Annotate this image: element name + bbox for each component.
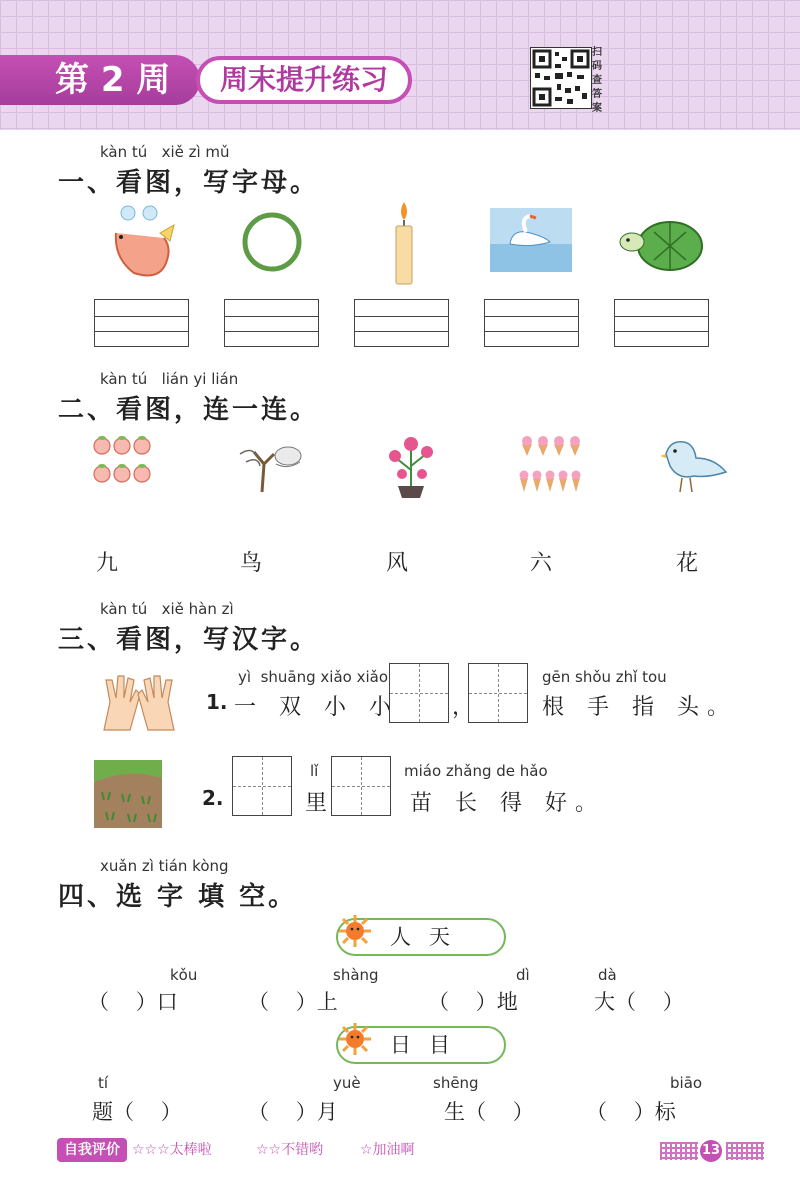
page-strip-decoration bbox=[726, 1142, 764, 1160]
char-write-grid[interactable] bbox=[331, 756, 391, 816]
hands-picture bbox=[96, 672, 182, 734]
item-number: 1. bbox=[206, 690, 228, 714]
fill-blank-item[interactable]: （ ）标 bbox=[586, 1100, 676, 1124]
field-picture bbox=[94, 760, 162, 828]
letter-write-box[interactable] bbox=[94, 299, 189, 347]
fill-pinyin: dì bbox=[516, 966, 530, 984]
comma: ， bbox=[452, 695, 483, 720]
rating-option-good[interactable]: ☆☆不错哟 bbox=[256, 1142, 324, 1158]
week-badge: 第 2 周 bbox=[0, 55, 200, 105]
fill-pinyin: dà bbox=[598, 966, 617, 984]
fill-blank-item[interactable]: 生（ ） bbox=[444, 1100, 534, 1124]
char-write-grid[interactable] bbox=[232, 756, 292, 816]
fill-blank-item[interactable]: （ ）月 bbox=[248, 1100, 338, 1124]
qr-code-icon bbox=[531, 48, 591, 108]
match-char[interactable]: 六 bbox=[530, 551, 553, 576]
section3-pinyin: kàn tú xiě hàn zì bbox=[100, 600, 234, 618]
letter-write-box[interactable] bbox=[614, 299, 709, 347]
rating-option-try[interactable]: ☆加油啊 bbox=[360, 1142, 415, 1158]
rating-option-great[interactable]: ☆☆☆太棒啦 bbox=[132, 1142, 212, 1158]
item2-text-a: 里 bbox=[305, 791, 336, 816]
item2-pinyin-a: lǐ bbox=[310, 762, 319, 780]
item2-text-b: 苗 长 得 好。 bbox=[410, 791, 605, 816]
section4-pinyin: xuǎn zì tián kòng bbox=[100, 857, 229, 875]
page-title: 周末提升练习 bbox=[196, 56, 412, 104]
fish-picture bbox=[104, 203, 184, 283]
fill-pinyin: tí bbox=[98, 1074, 109, 1092]
qr-caption: 扫码查答案 bbox=[592, 47, 602, 114]
item1-pinyin-a: yì shuāng xiǎo xiǎo bbox=[238, 668, 388, 686]
fill-blank-item[interactable]: （ ）地 bbox=[428, 990, 518, 1014]
qr-code[interactable] bbox=[530, 47, 592, 109]
fill-pinyin: shàng bbox=[333, 966, 379, 984]
item1-text-b: 根 手 指 头。 bbox=[542, 695, 737, 720]
item1-text-a: 一 双 小 小 bbox=[234, 695, 399, 720]
item-number: 2. bbox=[202, 786, 224, 810]
turtle-picture bbox=[616, 214, 708, 276]
section2-title: 二、看图，连一连。 bbox=[58, 395, 320, 425]
choice-chars: 人天 bbox=[390, 925, 468, 949]
flower-picture bbox=[384, 430, 438, 498]
letter-write-box[interactable] bbox=[224, 299, 319, 347]
circle-picture bbox=[240, 210, 304, 274]
peaches-picture bbox=[92, 430, 152, 490]
char-write-grid[interactable] bbox=[389, 663, 449, 723]
letter-write-box[interactable] bbox=[354, 299, 449, 347]
icecream-picture bbox=[518, 430, 584, 496]
item1-pinyin-b: gēn shǒu zhǐ tou bbox=[542, 668, 667, 686]
section2-pinyin: kàn tú lián yi lián bbox=[100, 370, 239, 388]
candle-picture bbox=[388, 200, 420, 286]
fill-blank-item[interactable]: 大（ ） bbox=[594, 990, 684, 1014]
section1-pinyin: kàn tú xiě zì mǔ bbox=[100, 143, 230, 161]
sun-icon bbox=[338, 1022, 372, 1056]
section3-title: 三、看图，写汉字。 bbox=[58, 625, 320, 655]
fill-blank-item[interactable]: （ ）上 bbox=[248, 990, 338, 1014]
match-char[interactable]: 九 bbox=[96, 551, 119, 576]
match-char[interactable]: 鸟 bbox=[240, 551, 263, 576]
match-char[interactable]: 风 bbox=[386, 551, 409, 576]
section1-title: 一、看图，写字母。 bbox=[58, 168, 320, 198]
self-eval-label: 自我评价 bbox=[57, 1138, 127, 1162]
wind-picture bbox=[236, 436, 304, 494]
match-char[interactable]: 花 bbox=[676, 551, 699, 576]
page-strip-decoration bbox=[660, 1142, 698, 1160]
char-write-grid[interactable] bbox=[468, 663, 528, 723]
sun-icon bbox=[338, 914, 372, 948]
item2-pinyin-b: miáo zhǎng de hǎo bbox=[404, 762, 548, 780]
fill-pinyin: shēng bbox=[433, 1074, 479, 1092]
swan-picture bbox=[490, 208, 572, 272]
section4-title: 四、选 字 填 空。 bbox=[58, 882, 298, 912]
page-number: 13 bbox=[700, 1140, 722, 1162]
letter-write-box[interactable] bbox=[484, 299, 579, 347]
fill-pinyin: biāo bbox=[670, 1074, 703, 1092]
choice-chars: 日目 bbox=[390, 1033, 468, 1057]
bird-picture bbox=[660, 434, 728, 494]
fill-pinyin: yuè bbox=[333, 1074, 361, 1092]
fill-blank-item[interactable]: （ ）口 bbox=[88, 990, 178, 1014]
fill-blank-item[interactable]: 题（ ） bbox=[92, 1100, 182, 1124]
fill-pinyin: kǒu bbox=[170, 966, 198, 984]
